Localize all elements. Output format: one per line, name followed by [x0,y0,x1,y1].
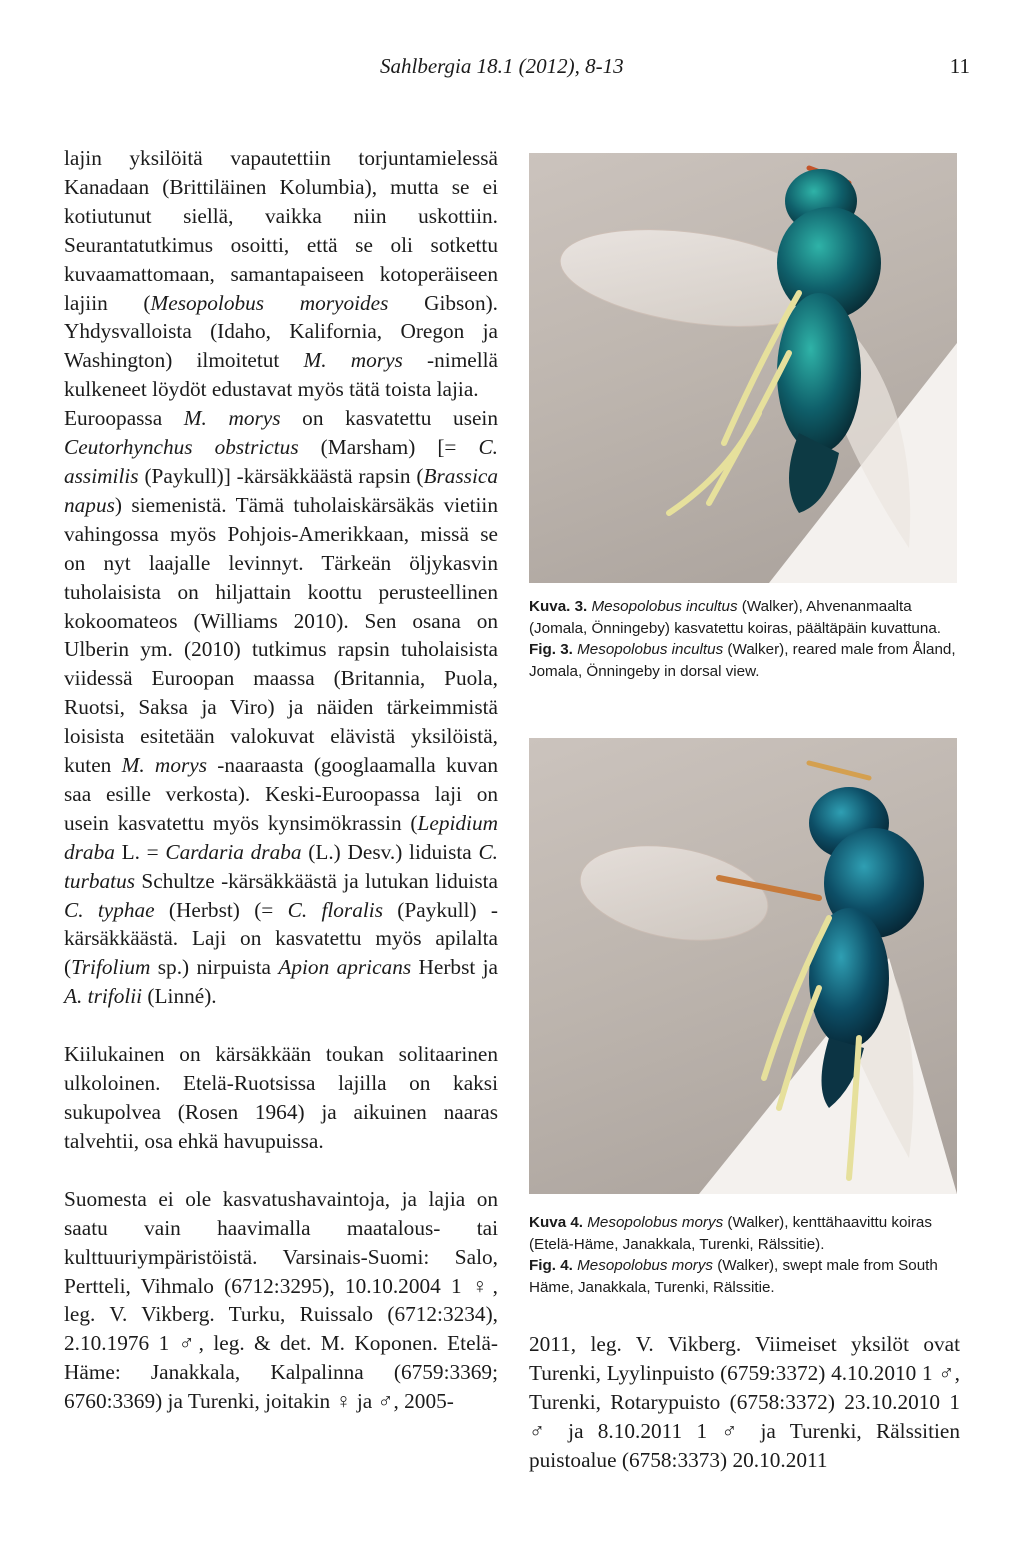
wasp-photo-incultus [529,153,957,583]
wasp-photo-morys [529,738,957,1194]
caption-finnish: Kuva 4. Mesopolobus morys (Walker), kenttähaavittu koiras (Etelä-Häme, Janakkala, Turenki, Rälssitie). [529,1214,932,1253]
caption-english: Fig. 4. Mesopolobus morys (Walker), swept male from South Häme, Janakkala, Turenki, Rälssitie. [529,1257,938,1296]
caption-english: Fig. 3. Mesopolobus incultus (Walker), reared male from Åland, Jomala, Önningeby in dorsal view. [529,641,956,680]
paragraph-1: lajin yksilöitä vapautettiin torjuntamielessä Kanadaan (Brittiläinen Kolumbia), mutta se ei kotiutunut siellä, vaikka niin uskottiin. Seurantatutkimus osoitti, että se oli sotkettu kuvaamattomaan, samantapaiseen kotoperäiseen lajiin (Mesopolobus moryoides Gibson). Yhdysvalloista (Idaho, Kalifornia, Oregon ja Washington) ilmoitetut M. morys -nimellä kulkeneet löydöt edustavat myös tätä toista lajia. [64,146,499,402]
paragraph-continued: 2011, leg. V. Vikberg. Viimeiset yksilöt ovat Turenki, Lyylinpuisto (6759:3372) 4.10.2010 1 ♂, Turenki, Rotarypuisto (6758:3372) 23.10.2010 1 ♂ ja 8.10.2011 1 ♂ ja Turenki, Rälssitien puistoalue (6758:3373) 20.10.2011 [529,1332,960,1472]
paragraph-2: Euroopassa M. morys on kasvatettu usein Ceutorhynchus obstrictus (Marsham) [= C. assimilis (Paykull)] -kärsäkkäästä rapsin (Brassica napus) siemenistä. Tämä tuholaiskärsäkäs vietiin vahingossa myös Pohjois-Amerikkaan, missä se on nyt laajalle levinnyt. Tärkeän öljykasvin tuholaisista on hiljattain koottu perusteellinen kokoomateos (Williams 2010). Sen osana on Ulberin ym. (2010) tutkimus rapsin tuholaisista viidessä Euroopan maassa (Britannia, Puola, Ruotsi, Saksa ja Viro) ja näiden tärkeimmistä loisista esitetään valokuvat elävistä yksilöistä, kuten M. morys -naaraasta (googlaamalla kuvan saa esille verkosta). Keski-Euroopassa laji on usein kasvatettu myös kynsimökrassin (Lepidium draba L. = Cardaria draba (L.) Desv.) liduista C. turbatus Schultze -kärsäkkäästä ja lutukan liduista C. typhae (Herbst) (= C. floralis (Paykull) -kärsäkkäästä. Laji on kasvatettu myös apilalta (Trifolium sp.) nirpuista Apion apricans Herbst ja A. trifolii (Linné). [64,406,498,1009]
right-text-column [529,1330,960,1475]
paragraph-4: Suomesta ei ole kasvatushavaintoja, ja lajia on saatu vain haavimalla maatalous- tai kulttuuriympäristöistä. Varsinais-Suomi: Salo, Pertteli, Vihmalo (6712:3295), 10.10.2004 1 ♀, leg. V. Vikberg. Turku, Ruissalo (6712:3234), 2.10.1976 1 ♂, leg. & det. M. Koponen. Etelä-Häme: Janakkala, Kalpalinna (6759:3369; 6760:3369) ja Turenki, joitakin ♀ ja ♂, 2005- [64,1186,498,1414]
left-text-column [64,144,498,1416]
journal-header: Sahlbergia 18.1 (2012), 8-13 [380,54,624,78]
page-number: 11 [949,54,970,78]
paragraph-3: Kiilukainen on kärsäkkään toukan solitaarinen ulkoloinen. Etelä-Ruotsissa lajilla on kaksi sukupolvea (Rosen 1964) ja aikuinen naaras talvehtii, osa ehkä havupuissa. [64,1042,498,1153]
caption-finnish: Kuva. 3. Mesopolobus incultus (Walker), Ahvenanmaalta (Jomala, Önningeby) kasvatettu koiras, päältäpäin kuvattuna. [529,598,941,637]
figure-3-caption [529,596,959,682]
figure-4-caption [529,1212,959,1298]
